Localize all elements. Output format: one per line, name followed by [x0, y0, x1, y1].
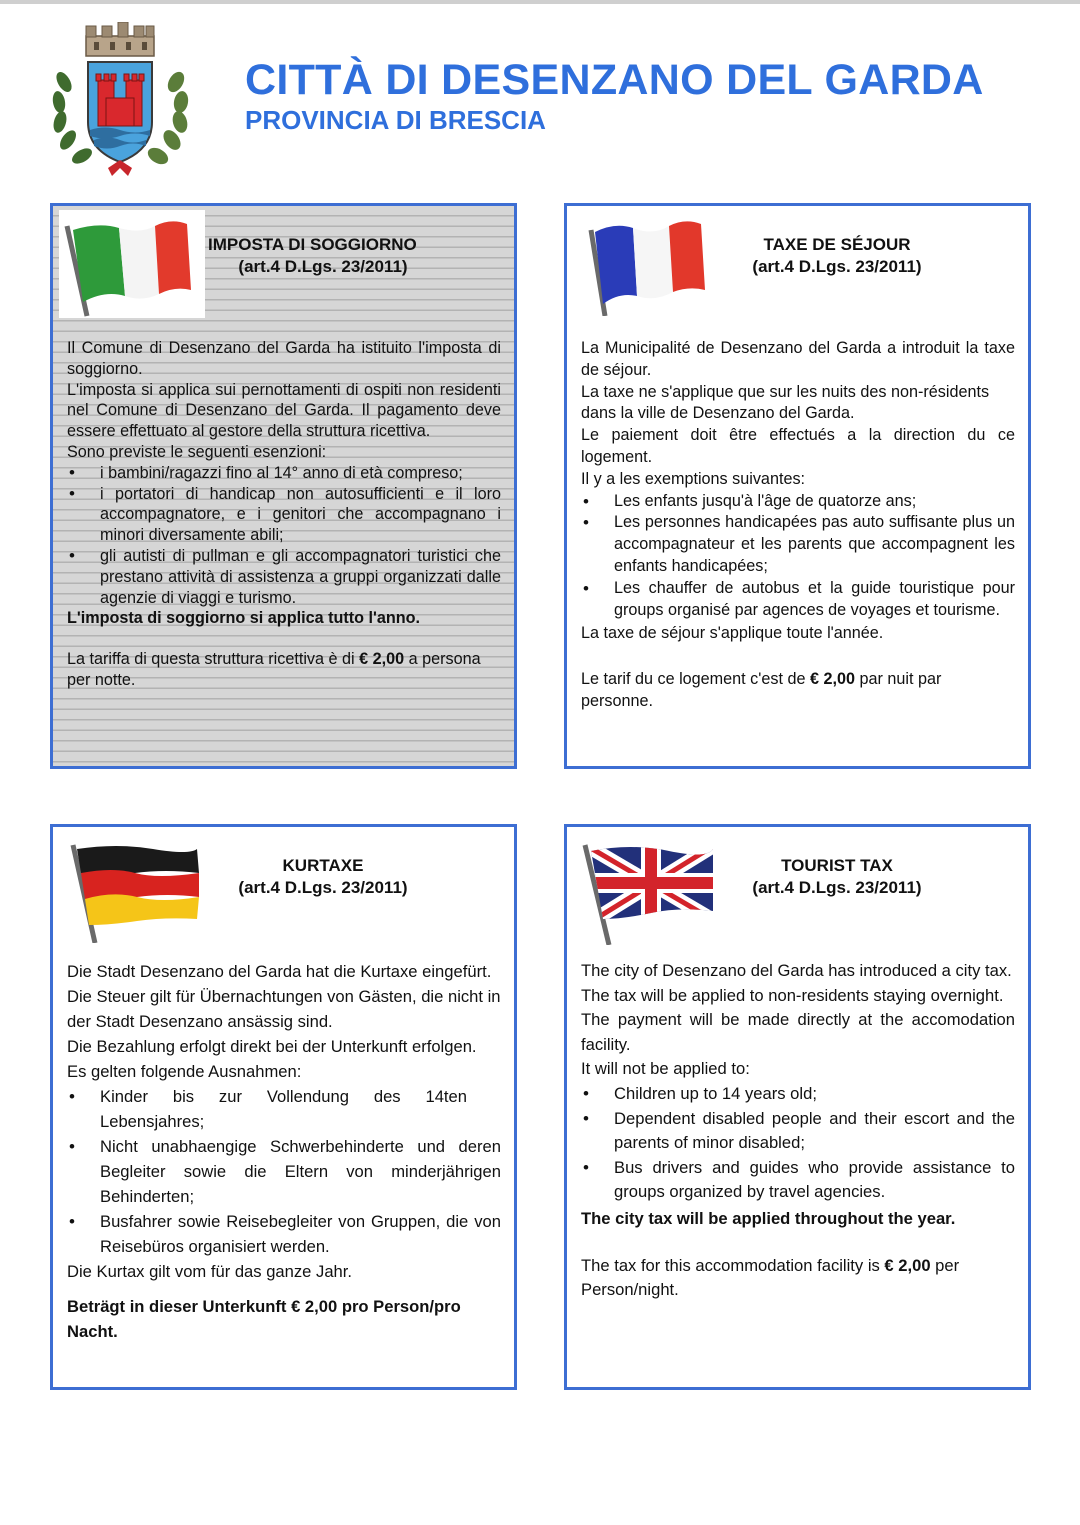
list-item: • i bambini/ragazzi fino al 14° anno di età compreso; [67, 463, 501, 484]
list-item: • Busfahrer sowie Reisebegleiter von Gruppen, die von Reisebüros organisiert werden. [67, 1209, 501, 1259]
section-title: IMPOSTA DI SOGGIORNO [208, 235, 417, 254]
paragraph: The payment will be made directly at the accomodation facility. [581, 1010, 1015, 1054]
list-item: • Kinder bis zur Vollendung des 14ten Lebensjahres; [67, 1084, 501, 1134]
paragraph: L'imposta si applica sui pernottamenti di ospiti non residenti nel Comune di Desenzano del Garda. Il pagamento deve essere effettuato al gestore della struttura ricettiva. [67, 380, 501, 441]
exemption-list [67, 463, 501, 609]
paragraph: Es gelten folgende Ausnahmen: [67, 1062, 302, 1081]
list-item: • gli autisti di pullman e gli accompagnatori turistici che prestano attività di assistenza a gruppi organizzati dalle agenzie di viaggi e turismo. [67, 546, 501, 608]
section-reference: (art.4 D.Lgs. 23/2011) [238, 878, 408, 897]
page-title: CITTÀ DI DESENZANO DEL GARDA [245, 56, 984, 104]
paragraph: The city of Desenzano del Garda has introduced a city tax. [581, 961, 1012, 980]
paragraph: It will not be applied to: [581, 1059, 750, 1079]
paragraph: The tax will be applied to non-residents staying overnight. [581, 985, 1004, 1005]
list-item: • Les enfants jusqu'à l'âge de quatorze ans; [581, 491, 1015, 513]
paragraph: Le paiement doit être effectués a la direction du ce logement. [581, 426, 1015, 466]
closing-note: L'imposta di soggiorno si applica tutto l'anno. [67, 609, 421, 628]
section-title: TAXE DE SÉJOUR [763, 235, 911, 254]
fee-amount: € 2,00 [809, 670, 855, 689]
paragraph: Il Comune di Desenzano del Garda ha istituito l'imposta di soggiorno. [67, 339, 501, 378]
paragraph: La Municipalité de Desenzano del Garda a introduit la taxe de séjour. [581, 339, 1015, 379]
german-flag-icon [65, 841, 201, 943]
list-item: • i portatori di handicap non autosufficienti e il loro accompagnatore, e i genitori che accompagnano i minori diversamente abili; [67, 484, 501, 546]
closing-note: La taxe de séjour s'applique toute l'année. [581, 624, 884, 643]
italian-flag-icon [59, 210, 205, 318]
fee-amount: € 2,00 [884, 1255, 931, 1275]
exemption-list [67, 1084, 501, 1259]
french-flag-icon [581, 212, 711, 316]
exemption-list [581, 491, 1015, 622]
list-item: • Nicht unabhaengige Schwerbehinderte und deren Begleiter sowie die Eltern von minderjährigen Behinderten; [67, 1134, 501, 1209]
paragraph: Die Bezahlung erfolgt direkt bei der Unterkunft erfolgen. [67, 1037, 477, 1056]
section-german [50, 824, 517, 1390]
fee-amount: € 2,00 [359, 650, 405, 669]
section-reference: (art.4 D.Lgs. 23/2011) [752, 257, 922, 276]
section-french [564, 203, 1031, 769]
list-item: • Dependent disabled people and their escort and the parents of minor disabled; [581, 1107, 1015, 1156]
section-body [581, 959, 1015, 1303]
fee-line: La tariffa di questa struttura ricettiva è di € 2,00 a persona per notte. [67, 650, 481, 689]
list-item: • Les chauffer de autobus et la guide touristique pour groups organisé par agences de voyages et tourisme. [581, 578, 1015, 622]
list-item: • Bus drivers and guides who provide assistance to groups organized by travel agencies. [581, 1156, 1015, 1205]
closing-note: The city tax will be applied throughout the year. [581, 1208, 956, 1228]
paragraph: La taxe ne s'applique que sur les nuits des non-résidents dans la ville de Desenzano del Garda. [581, 382, 990, 423]
fee-line: Beträgt in dieser Unterkunft € 2,00 pro Person/pro Nacht. [67, 1297, 461, 1341]
section-body [581, 338, 1015, 713]
fee-line: Le tarif du ce logement c'est de € 2,00 par nuit par personne. [581, 670, 942, 710]
section-reference: (art.4 D.Lgs. 23/2011) [752, 878, 922, 897]
coat-of-arms-icon [50, 22, 190, 180]
list-item: • Les personnes handicapées pas auto suffisante plus un accompagnateur et les parents que accompagnent les enfants handicapées; [581, 512, 1015, 577]
paragraph: Die Stadt Desenzano del Garda hat die Kurtaxe eingefürt. [67, 962, 492, 981]
section-body [67, 338, 501, 691]
section-body [67, 959, 501, 1344]
fee-amount: € 2,00 [291, 1297, 338, 1316]
list-item: • Children up to 14 years old; [581, 1082, 1015, 1107]
section-title: TOURIST TAX [781, 856, 893, 875]
section-italian [50, 203, 517, 769]
exemption-list [581, 1082, 1015, 1205]
paragraph: Die Steuer gilt für Übernachtungen von Gästen, die nicht in der Stadt Desenzano ansässig sind. [67, 987, 501, 1031]
section-reference: (art.4 D.Lgs. 23/2011) [238, 257, 408, 276]
section-title: KURTAXE [282, 856, 364, 875]
uk-flag-icon [579, 841, 715, 945]
top-rule [0, 0, 1080, 4]
page-subtitle: PROVINCIA DI BRESCIA [245, 105, 546, 135]
fee-line: The tax for this accommodation facility is € 2,00 per Person/night. [581, 1255, 960, 1300]
paragraph: Il y a les exemptions suivantes: [581, 469, 806, 488]
paragraph: Sono previste le seguenti esenzioni: [67, 442, 327, 461]
section-english [564, 824, 1031, 1390]
closing-note: Die Kurtax gilt vom für das ganze Jahr. [67, 1262, 352, 1281]
